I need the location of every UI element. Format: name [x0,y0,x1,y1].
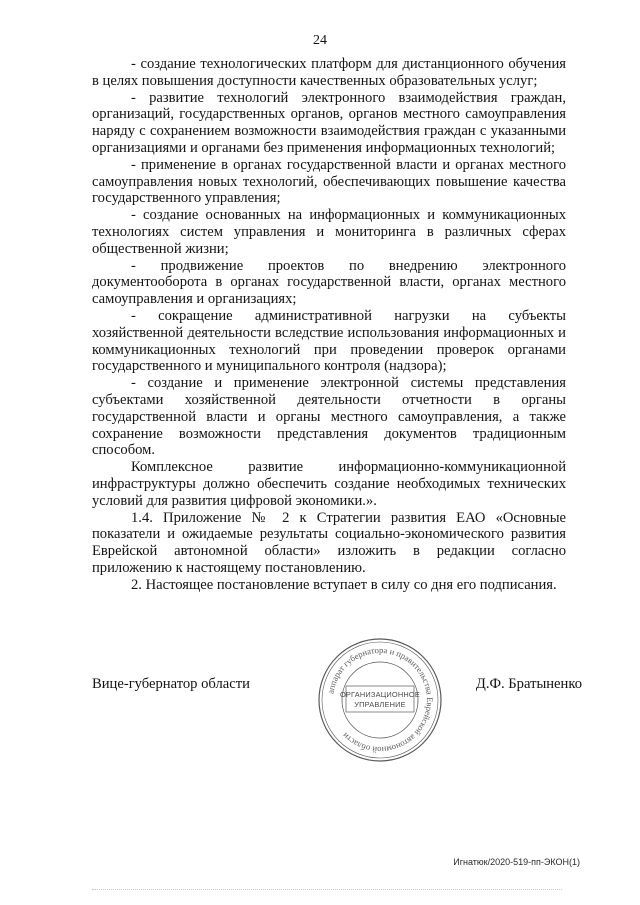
file-reference: Игнатюк/2020-519-пп-ЭКОН(1) [453,857,580,867]
signer-name: Д.Ф. Братыненко [475,676,582,692]
footer-divider [92,889,562,890]
document-body [92,56,566,594]
paragraph-10: 2. Настоящее постановление вступает в силу со дня его подписания. [131,576,557,593]
page-number: 24 [313,33,327,48]
paragraph-5: - продвижение проектов по внедрению электронного документооборота в органах государственной власти, органах местного самоуправления и организациях; [92,257,566,308]
paragraph-8: Комплексное развитие информационно-коммуникационной инфраструктуры должно обеспечить создание необходимых технических условий для развития цифровой экономики.». [92,459,566,509]
signer-title: Вице-губернатор области [92,676,250,692]
paragraph-3: - применение в органах государственной власти и органах местного самоуправления новых технологий, обеспечивающих повышение качества государственного управления; [92,156,566,207]
svg-text:аппарат губернатора и правител: аппарат губернатора и правительства Еврейской автономной области [325,644,436,756]
seal-icon [316,636,444,764]
paragraph-2: - развитие технологий электронного взаимодействия граждан, организаций, государственных органов, органов местного самоуправления наряду с сохранением возможности взаимодействия граждан с указанными организациями и органами без применения информационных технологий; [92,89,566,156]
official-seal [316,636,444,764]
paragraph-1: - создание технологических платформ для дистанционного обучения в целях повышения доступности качественных образовательных услуг; [92,56,566,89]
paragraph-4: - создание основанных на информационных и коммуникационных технологиях систем управления и мониторинга в различных сферах общественной жизни; [92,207,566,257]
paragraph-9: 1.4. Приложение № 2 к Стратегии развития ЕАО «Основные показатели и ожидаемые результаты социально-экономического развития Еврейской автономной области» изложить в редакции согласно приложению к настоящему постановлению. [92,509,566,576]
paragraph-7: - создание и применение электронной системы представления субъектами хозяйственной деятельности отчетности в органы государственной власти и органы местного самоуправления, а также сохранение возможности представления документов традиционным способом. [92,375,566,459]
svg-text:ОРГАНИЗАЦИОННОЕ: ОРГАНИЗАЦИОННОЕ [339,690,421,699]
paragraph-6: - сокращение административной нагрузки на субъекты хозяйственной деятельности вследствие использования информационных и коммуникационных технологий при проведении проверок органами государственного и муниципального контроля (надзора); [92,307,566,375]
svg-text:УПРАВЛЕНИЕ: УПРАВЛЕНИЕ [354,700,406,709]
